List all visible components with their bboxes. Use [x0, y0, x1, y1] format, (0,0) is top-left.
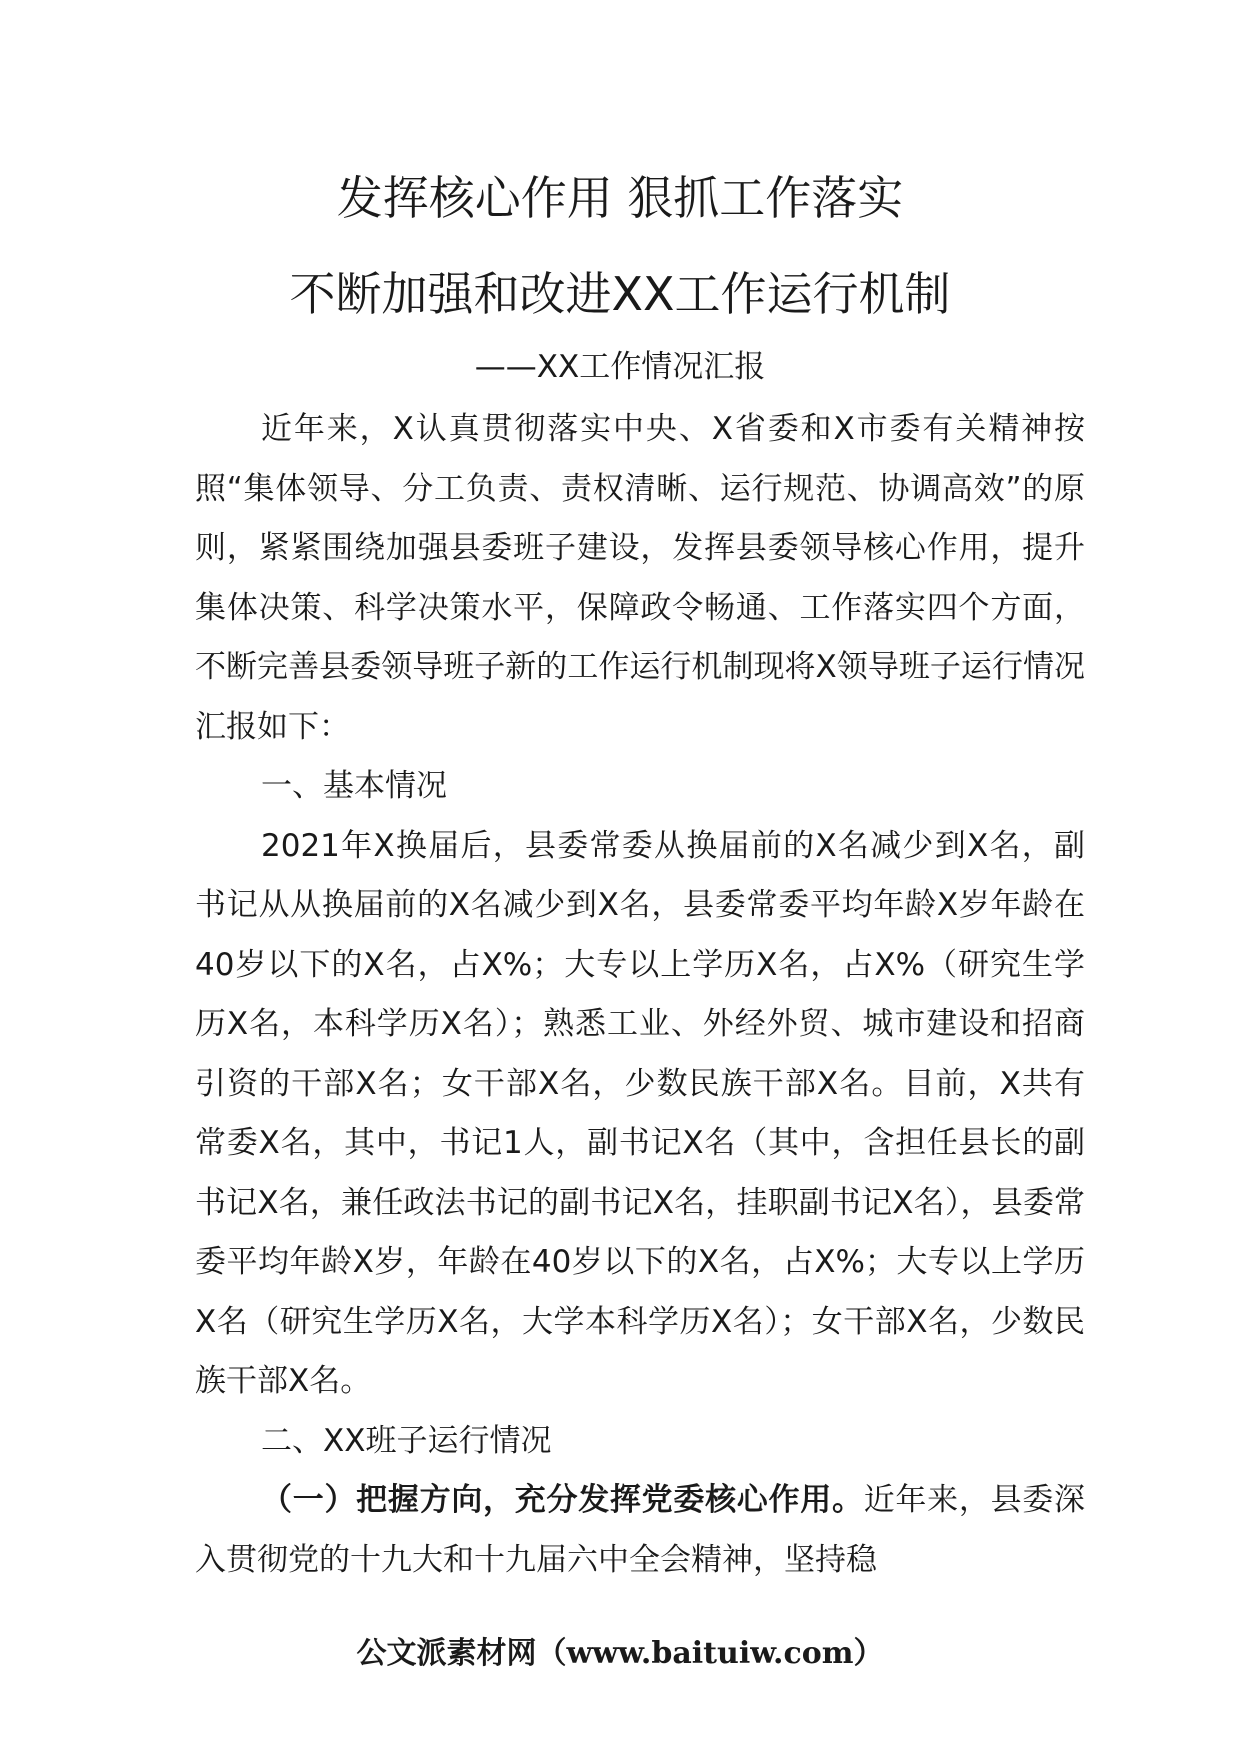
paragraph-intro — [195, 400, 1085, 757]
paragraph-direction-text: 近年来，县委深入贯彻党的十九大和十九届六中全会精神，坚持稳 — [195, 1482, 1086, 1578]
footer-watermark: 公文派素材网（www.baituiw.com） — [356, 1636, 884, 1671]
paragraph-basic-situation — [195, 817, 1085, 1412]
paragraph-basic-situation-text: 2021年X换届后，县委常委从换届前的X名减少到X名，副书记从从换届前的X名减少到X名，县委常委平均年龄X岁年龄在40岁以下的X名，占X%；大专以上学历X名，占X%（研究生学历X名，本科学历X名）；熟悉工业、外经外贸、城市建设和招商引资的干部X名；女干部X名，少数民族干部X名。目前，X共有常委X名，其中，书记1人，副书记X名（其中，含担任县长的副书记X名，兼任政法书记的副书记X名，挂职副书记X名），县委常委平均年龄X岁，年龄在40岁以下的X名，占X%；大专以上学历X名（研究生学历X名，大学本科学历X名）；女干部X名，少数民族干部X名。 — [195, 827, 1085, 1399]
paragraph-intro-text: 近年来，X认真贯彻落实中央、X省委和X市委有关精神按照“集体领导、分工负责、责权清晰、运行规范、协调高效”的原则，紧紧围绕加强县委班子建设，发挥县委领导核心作用，提升集体决策、科学决策水平，保障政令畅通、工作落实四个方面，不断完善县委领导班子新的工作运行机制现将X领导班子运行情况汇报如下： — [195, 411, 1085, 745]
paragraph-direction — [195, 1471, 1085, 1590]
document-title-line-1: 发挥核心作用 狠抓工作落实 — [336, 171, 904, 225]
section-heading-basic-situation — [195, 757, 1085, 817]
section-heading-team-operation — [195, 1412, 1085, 1472]
document-title-line-2: 不断加强和改进XX工作运行机制 — [289, 267, 951, 321]
section-heading-basic-situation-text: 一、基本情况 — [261, 768, 447, 804]
paragraph-direction-lead: （一）把握方向，充分发挥党委核心作用。 — [261, 1482, 864, 1518]
document-subtitle: ——XX工作情况汇报 — [474, 349, 766, 385]
section-heading-team-operation-text: 二、XX班子运行情况 — [261, 1422, 552, 1459]
document-body — [195, 400, 1085, 1590]
